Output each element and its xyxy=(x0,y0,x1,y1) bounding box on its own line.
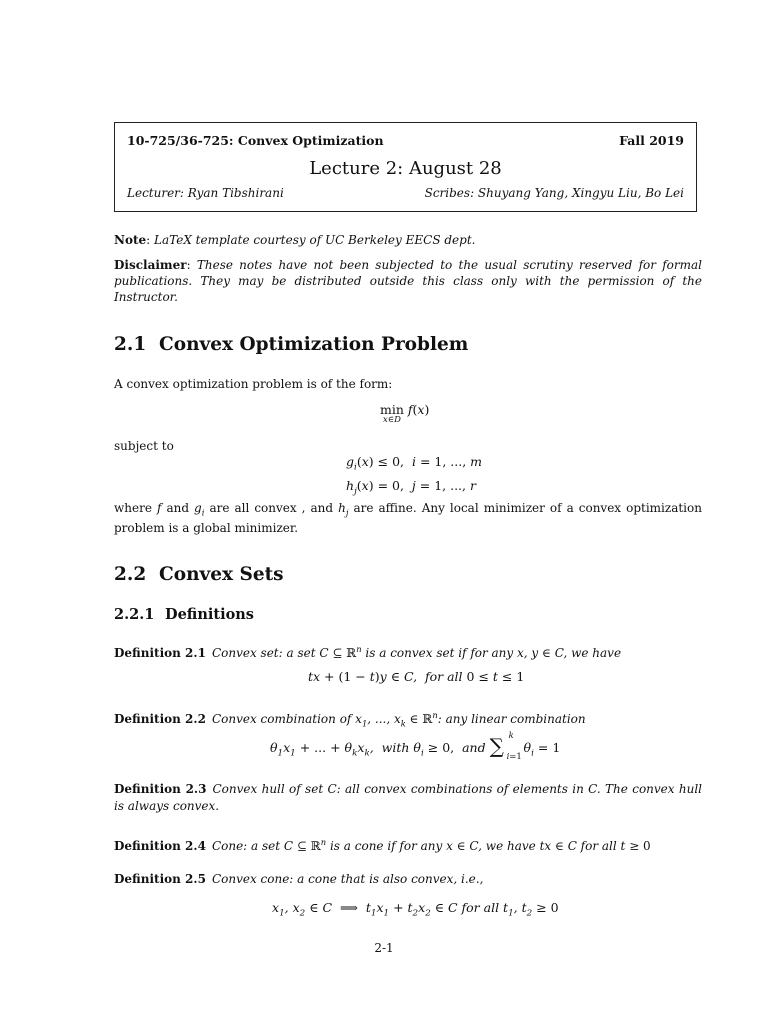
page-number: 2-1 xyxy=(374,941,394,955)
section-heading-2-2 xyxy=(114,564,284,585)
disclaimer-paragraph: Disclaimer: These notes have not been subjected to the usual scrutiny reserved for formal publications. They may be distributed outside this class only with the permission of the Instructor. xyxy=(114,258,702,304)
section-number: 2.2 xyxy=(114,564,147,585)
subsection-title: Definitions xyxy=(165,606,254,623)
definition-label: Definition 2.2 xyxy=(114,712,206,726)
term-label: Fall 2019 xyxy=(619,133,684,148)
definition-2-2: Definition 2.2 Convex combination of $x_1$, ..., $x_k$ ∈ ℝ$^n$: any linear combination xyxy=(114,710,586,729)
disclaimer-text: These notes have not been subjected to the usual scrutiny reserved for formal publications. They may be distributed outside this class only with the permission of the Instructor. xyxy=(114,258,702,304)
lecture-header-box xyxy=(114,122,697,212)
note-label: Note xyxy=(114,233,147,247)
definition-text: Convex cone: a cone that is also convex, i.e., xyxy=(211,872,484,886)
note-paragraph: Note: LaTeX template courtesy of UC Berkeley EECS dept. xyxy=(114,233,476,247)
section-number: 2.1 xyxy=(114,334,147,355)
convex-cone-equation: $x_1$, $x_2$ ∈ C ⟹ $t_1x_1 + t_2x_2$ ∈ C for all $t_1$, $t_2 \ge 0$ xyxy=(272,900,559,919)
inequality-constraint-equation: $g_i(x) \le 0$, i = 1, ..., m xyxy=(346,454,483,473)
section-title: Convex Optimization Problem xyxy=(159,334,469,355)
definition-label: Definition 2.1 xyxy=(114,646,206,660)
definition-2-3 xyxy=(114,781,702,815)
lecture-title: Lecture 2: August 28 xyxy=(309,158,502,179)
equality-constraint-equation: $h_j(x) = 0$, j = 1, ..., r xyxy=(346,478,476,497)
definition-label: Definition 2.5 xyxy=(114,872,206,886)
definition-2-1: Definition 2.1 Convex set: a set C ⊆ ℝ$^n$ is a convex set if for any x, y ∈ C, we have xyxy=(114,644,622,660)
convexity-explanation-paragraph: where f and $g_i$ are all convex , and $h_j$ are affine. Any local minimizer of a convex optimization problem is a global minimizer. xyxy=(114,501,702,536)
definition-text: Convex hull of set C: all convex combinations of elements in C. The convex hull is always convex. xyxy=(114,782,703,813)
scribes-names: Scribes: Shuyang Yang, Xingyu Liu, Bo Lei xyxy=(424,186,684,200)
definition-label: Definition 2.3 xyxy=(114,782,207,796)
convex-set-equation: tx + (1 − t)y ∈ C, for all 0 ≤ t ≤ 1 xyxy=(308,669,525,684)
section-heading-2-1 xyxy=(114,334,468,355)
course-title: 10-725/36-725: Convex Optimization xyxy=(127,133,384,148)
definition-2-4: Definition 2.4 Cone: a set C ⊆ ℝ$^n$ is a cone if for any x ∈ C, we have tx ∈ C for all t ≥ 0 xyxy=(114,837,651,853)
subsection-heading-2-2-1 xyxy=(114,606,254,623)
subsection-number: 2.2.1 xyxy=(114,606,155,623)
note-text: LaTeX template courtesy of UC Berkeley EECS dept. xyxy=(154,233,476,247)
definition-label: Definition 2.4 xyxy=(114,839,206,853)
definition-2-5 xyxy=(114,871,702,888)
lecturer-name: Lecturer: Ryan Tibshirani xyxy=(127,186,284,200)
section-title: Convex Sets xyxy=(159,564,284,585)
section-intro-text: A convex optimization problem is of the form: xyxy=(114,377,393,391)
disclaimer-label: Disclaimer xyxy=(114,258,187,272)
subject-to-text: subject to xyxy=(114,439,174,453)
objective-equation: min x∈D f(x) xyxy=(380,402,430,425)
convex-combination-equation: $\theta_1x_1$ + ... + $\theta_kx_k$, with $\theta_i \ge 0$, and ∑ k i=1 $\theta_i = 1$ xyxy=(270,731,561,762)
